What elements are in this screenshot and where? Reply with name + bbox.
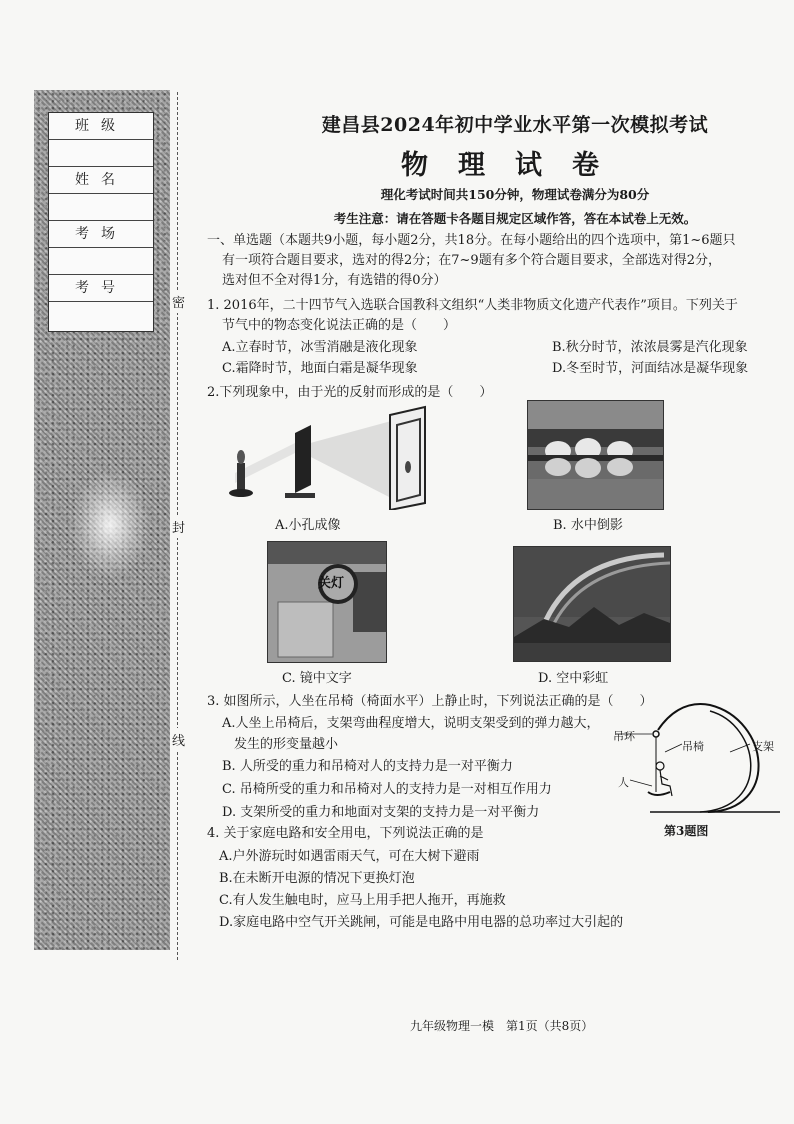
q3-option-b: B. 人所受的重力和吊椅对人的支持力是一对平衡力 xyxy=(222,759,513,774)
caption-d: D. 空中彩虹 xyxy=(538,671,609,686)
candle-body xyxy=(237,463,245,491)
seal-char-feng: 封 xyxy=(172,515,185,538)
seal-char-mi: 密 xyxy=(172,290,185,313)
q4-option-c: C.有人发生触电时，应马上用手把人拖开，再施救 xyxy=(219,893,506,908)
section1-line-2: 有一项符合题目要求，选对的得2分；在7~9题有多个符合题目要求，全部选对得2分， xyxy=(222,253,721,268)
exam-number-label: 考号 xyxy=(49,275,153,302)
caption-a: A.小孔成像 xyxy=(275,518,341,533)
q4-stem: 4. 关于家庭电路和安全用电，下列说法正确的是 xyxy=(207,826,484,841)
frame-arc xyxy=(658,704,759,812)
caption-c: C. 镜中文字 xyxy=(282,671,352,686)
board-base xyxy=(285,493,315,498)
q3-option-a-2: 发生的形变量越小 xyxy=(234,737,339,752)
q3-option-c: C. 吊椅所受的重力和吊椅对人的支持力是一对相互作用力 xyxy=(222,782,552,797)
hanging-ring xyxy=(653,731,659,737)
caption-b: B. 水中倒影 xyxy=(553,518,623,533)
label-chair: 吊椅 xyxy=(682,740,704,753)
section1-line-3: 选对但不全对得1分，有选错的得0分） xyxy=(222,273,447,288)
label-person: 人 xyxy=(618,776,629,789)
scan-glare xyxy=(70,470,150,580)
candle-holder xyxy=(229,489,253,497)
chair-seat xyxy=(648,792,670,795)
seal-char-xian: 线 xyxy=(172,728,185,751)
student-info-box xyxy=(48,112,154,332)
section1-line-1: 一、单选题（本题共9小题，每小题2分，共18分。在每小题给出的四个选项中，第1~6题只 xyxy=(207,233,736,248)
inverted-image xyxy=(405,461,411,473)
q4-option-d: D.家庭电路中空气开关跳闸，可能是电路中用电器的总功率过大引起的 xyxy=(219,915,624,930)
notice: 考生注意：请在答题卡各题目规定区域作答，答在本试卷上无效。 xyxy=(333,211,697,226)
person-head xyxy=(656,762,664,770)
q4-option-a: A.户外游玩时如遇雷雨天气，可在大树下避雨 xyxy=(219,849,480,864)
person-body xyxy=(660,770,672,796)
exam-room-field[interactable] xyxy=(49,248,153,275)
light-cone-right xyxy=(303,420,395,500)
q3-option-d: D. 支架所受的重力和地面对支架的支持力是一对平衡力 xyxy=(222,805,540,820)
q3-option-a-1: A.人坐上吊椅后，支架弯曲程度增大，说明支架受到的弹力越大， xyxy=(222,716,600,731)
rainbow-photo xyxy=(513,546,671,662)
page-footer: 九年级物理一模 第1页（共8页） xyxy=(410,1019,594,1033)
mirror-photo xyxy=(267,541,387,663)
class-field[interactable] xyxy=(49,140,153,167)
reflection-photo xyxy=(527,400,664,510)
label-ring: 吊环 xyxy=(613,730,635,743)
q1-stem-2: 节气中的物态变化说法正确的是（ ） xyxy=(222,318,457,333)
pinhole-figure xyxy=(225,405,440,510)
q1-option-a: A.立春时节，冰雪消融是液化现象 xyxy=(222,340,418,355)
exam-title: 建昌县2024年初中学业水平第一次模拟考试 xyxy=(321,114,709,136)
q1-option-d: D.冬至时节，河面结冰是凝华现象 xyxy=(552,361,749,376)
candle-flame xyxy=(237,450,245,464)
subject-title: 物理试卷 xyxy=(401,150,629,181)
name-field[interactable] xyxy=(49,194,153,221)
q3-figure-caption: 第3题图 xyxy=(664,824,709,838)
exam-room-label: 考场 xyxy=(49,221,153,248)
q1-option-b: B.秋分时节，浓浓晨雾是汽化现象 xyxy=(552,340,748,355)
pinhole-board xyxy=(295,425,311,493)
q1-stem-1: 1. 2016年，二十四节气入选联合国教科文组织“人类非物质文化遗产代表作”项目。下列关于 xyxy=(207,298,738,313)
class-label: 班级 xyxy=(49,113,153,140)
mirror-text: 关灯 xyxy=(318,576,345,591)
time-note: 理化考试时间共150分钟，物理试卷满分为80分 xyxy=(380,187,650,202)
q2-stem: 2.下列现象中，由于光的反射而形成的是（ ） xyxy=(207,385,493,400)
q4-option-b: B.在未断开电源的情况下更换灯泡 xyxy=(219,871,415,886)
q3-stem: 3. 如图所示，人坐在吊椅（椅面水平）上静止时，下列说法正确的是（ ） xyxy=(207,694,653,709)
exam-number-field[interactable] xyxy=(49,302,153,329)
label-frame: 支架 xyxy=(752,740,774,753)
q1-option-c: C.霜降时节，地面白霜是凝华现象 xyxy=(222,361,418,376)
swing-chair-figure xyxy=(610,700,790,820)
name-label: 姓名 xyxy=(49,167,153,194)
